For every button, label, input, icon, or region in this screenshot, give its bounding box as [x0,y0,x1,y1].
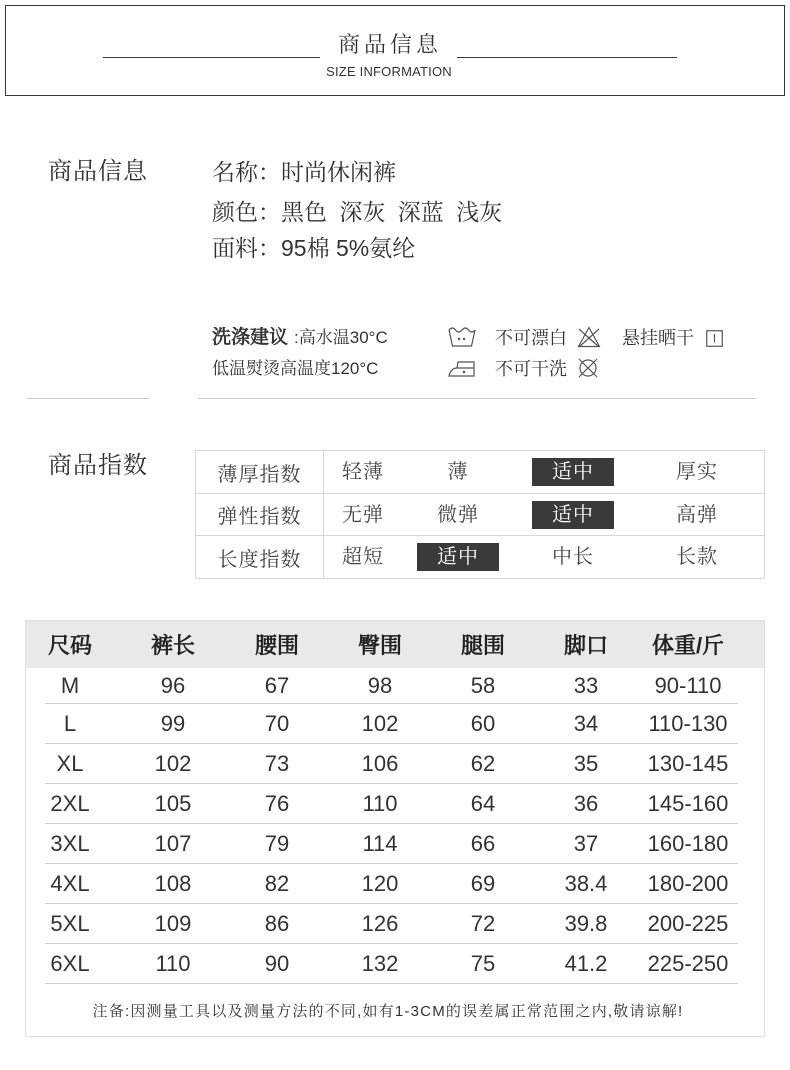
thigh: 58 [470,673,496,698]
index-option: 超短 [342,546,384,568]
leg-opening: 35 [573,751,599,776]
hip: 120 [361,871,399,896]
size-code: 6XL [50,951,90,976]
size-table [25,620,765,1037]
no-bleach-label: 不可漂白 [495,328,567,348]
pants-length: 99 [160,711,186,736]
index-option: 高弹 [676,503,718,526]
hip: 98 [367,673,393,698]
title-line-right [457,57,677,58]
waist: 90 [264,951,290,976]
leg-opening: 39.8 [564,911,608,936]
weight-range: 145-160 [647,791,729,816]
pants-length: 105 [154,791,192,816]
thigh: 72 [470,911,496,936]
product-colors: 颜色：黑色 深灰 深蓝 浅灰 [212,199,503,225]
leg-opening: 37 [573,831,599,856]
hip: 114 [362,831,398,856]
pants-length: 107 [154,831,192,856]
banner-title: 商品信息 [337,32,442,57]
header-leg-opening: 脚口 [563,633,608,658]
thigh: 66 [470,831,496,856]
thigh: 60 [470,711,496,736]
size-row [26,668,764,704]
thigh: 64 [470,791,496,816]
size-row [26,784,764,824]
header-waist: 腰围 [254,633,299,658]
product-name: 名称：时尚休闲裤 [212,159,396,185]
size-code: L [63,711,77,736]
weight-range: 200-225 [647,911,729,936]
size-table-header [26,621,764,668]
thigh: 75 [470,951,496,976]
index-option: 适中 [532,501,614,529]
index-option: 轻薄 [342,461,384,483]
waist: 82 [264,871,290,896]
size-code: 5XL [50,911,90,936]
divider-right [198,398,756,399]
no-dry-clean-label: 不可干洗 [495,359,567,379]
header-thigh: 腿围 [460,633,505,658]
header-length: 裤长 [150,633,195,658]
size-code: M [60,673,80,698]
hip: 102 [361,711,399,736]
index-row-label: 长度指数 [196,536,324,578]
divider-left [27,398,150,399]
banner-subtitle: SIZE INFORMATION [326,64,452,79]
leg-opening: 34 [573,711,599,736]
index-option: 适中 [532,458,614,486]
pants-length: 110 [155,951,191,976]
pants-length: 96 [160,673,186,698]
index-option: 薄 [447,461,469,483]
thigh: 62 [470,751,496,776]
leg-opening: 33 [573,673,599,698]
pants-length: 102 [154,751,192,776]
waist: 86 [264,911,290,936]
thigh: 69 [470,871,496,896]
index-row-thickness [196,451,764,494]
size-code: 3XL [50,831,90,856]
weight-range: 160-180 [647,831,729,856]
pants-length: 108 [154,871,192,896]
waist: 73 [264,751,290,776]
waist: 79 [264,831,290,856]
header-weight: 体重/斤 [651,633,725,658]
hang-dry-icon [706,330,723,347]
waist: 67 [264,673,290,698]
hip: 126 [361,911,399,936]
size-row [26,744,764,784]
hip: 106 [361,751,399,776]
index-option: 厚实 [676,461,718,483]
leg-opening: 41.2 [564,951,608,976]
header-size: 尺码 [47,633,92,658]
product-index-label: 商品指数 [48,452,148,479]
index-row-label: 薄厚指数 [196,451,324,493]
size-row [26,904,764,944]
no-dry-clean-icon [577,357,599,379]
index-option: 微弹 [437,503,479,526]
weight-range: 180-200 [647,871,729,896]
wash-tub-icon [448,325,476,347]
iron-icon [447,359,477,379]
index-row-elasticity [196,494,764,536]
product-index-table [195,450,765,579]
care-wash-line [212,325,388,351]
pants-length: 109 [154,911,192,936]
index-option: 无弹 [342,503,384,526]
size-row [26,944,764,984]
size-code: 4XL [50,871,90,896]
leg-opening: 36 [573,791,599,816]
weight-range: 225-250 [647,951,729,976]
index-option: 适中 [417,543,499,571]
size-row [26,704,764,744]
care-ironing: 低温熨烫高温度120°C [212,359,379,378]
weight-range: 90-110 [654,673,722,698]
size-row [26,824,764,864]
product-info-label: 商品信息 [48,158,148,185]
size-code: XL [56,751,84,776]
index-option: 长款 [676,546,718,568]
header-hip: 臀围 [357,633,402,658]
index-row-length [196,536,764,578]
waist: 76 [264,791,290,816]
weight-range: 130-145 [647,751,729,776]
leg-opening: 38.4 [564,871,608,896]
size-row [26,864,764,904]
care-title: 洗涤建议 [212,327,289,348]
size-code: 2XL [50,791,90,816]
no-bleach-icon [577,326,601,348]
measurement-note: 注备:因测量工具以及测量方法的不同,如有1-3CM的误差属正常范围之内,敬请谅解! [92,1003,684,1020]
hip: 110 [362,791,398,816]
title-banner [5,5,785,96]
care-temperature: :高水温30°C [294,328,388,347]
index-option: 中长 [552,546,594,568]
weight-range: 110-130 [648,711,728,736]
waist: 70 [264,711,290,736]
product-fabric: 面料：95棉 5%氨纶 [212,235,416,261]
hip: 132 [361,951,399,976]
index-row-label: 弹性指数 [196,494,324,535]
hang-dry-label: 悬挂晒干 [622,328,694,348]
title-line-left [103,57,320,58]
